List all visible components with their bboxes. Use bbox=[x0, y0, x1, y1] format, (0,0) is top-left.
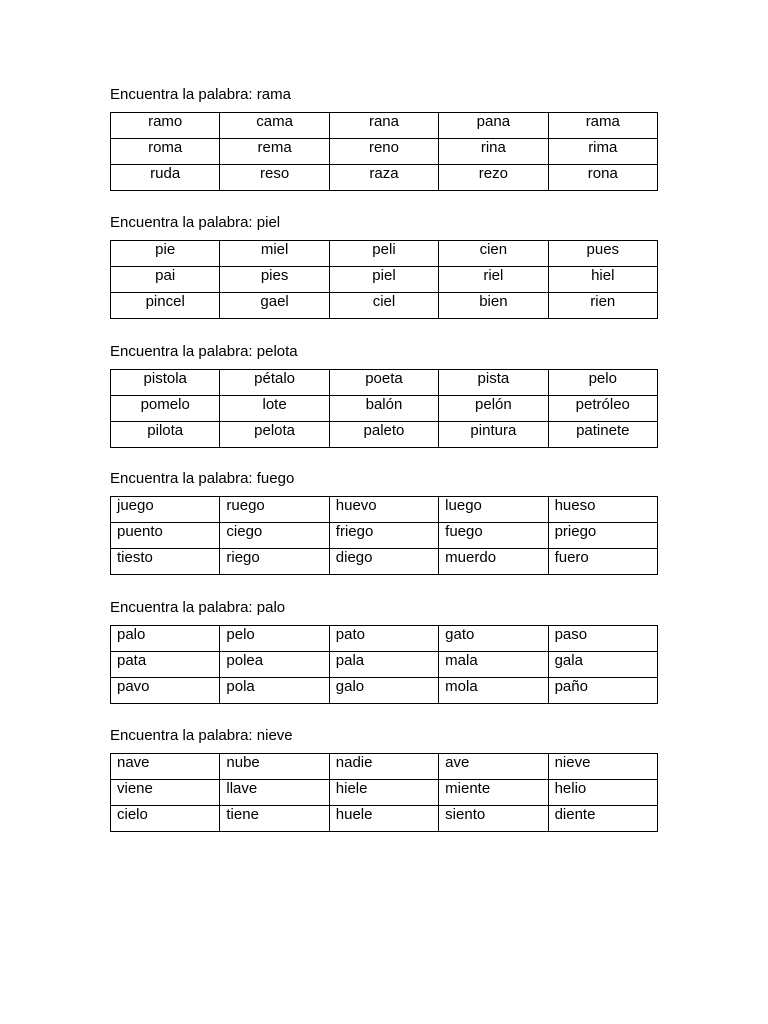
word-grid bbox=[110, 369, 658, 448]
word-cell: ciego bbox=[220, 523, 329, 549]
word-cell: nube bbox=[220, 754, 329, 780]
word-cell: paño bbox=[548, 678, 657, 704]
word-cell: helio bbox=[548, 780, 657, 806]
word-cell: hiel bbox=[548, 267, 657, 293]
word-cell: pato bbox=[329, 626, 438, 652]
word-cell: rama bbox=[548, 113, 657, 139]
word-cell: nieve bbox=[548, 754, 657, 780]
word-cell: pelota bbox=[220, 422, 329, 448]
word-cell: paleto bbox=[329, 422, 438, 448]
word-cell: muerdo bbox=[439, 549, 548, 575]
grid-row bbox=[111, 780, 658, 806]
word-grid bbox=[110, 112, 658, 191]
word-cell: gael bbox=[220, 293, 329, 319]
word-cell: viene bbox=[111, 780, 220, 806]
word-cell: reso bbox=[220, 165, 329, 191]
word-cell: riel bbox=[439, 267, 548, 293]
grid-row bbox=[111, 806, 658, 832]
word-cell: ciel bbox=[329, 293, 438, 319]
word-cell: galo bbox=[329, 678, 438, 704]
word-cell: nave bbox=[111, 754, 220, 780]
word-cell: balón bbox=[329, 396, 438, 422]
word-cell: pana bbox=[439, 113, 548, 139]
word-cell: pies bbox=[220, 267, 329, 293]
word-cell: polea bbox=[220, 652, 329, 678]
word-cell: gala bbox=[548, 652, 657, 678]
word-cell: tiesto bbox=[111, 549, 220, 575]
word-cell: patinete bbox=[548, 422, 657, 448]
grid-row bbox=[111, 139, 658, 165]
word-cell: paso bbox=[548, 626, 657, 652]
word-cell: cien bbox=[439, 241, 548, 267]
word-cell: rima bbox=[548, 139, 657, 165]
word-cell: pelo bbox=[548, 370, 657, 396]
grid-row bbox=[111, 652, 658, 678]
word-cell: pintura bbox=[439, 422, 548, 448]
section-title: Encuentra la palabra: piel bbox=[110, 214, 281, 231]
word-cell: pata bbox=[111, 652, 220, 678]
grid-row bbox=[111, 113, 658, 139]
word-cell: pistola bbox=[111, 370, 220, 396]
word-cell: raza bbox=[329, 165, 438, 191]
section-title: Encuentra la palabra: nieve bbox=[110, 727, 293, 744]
word-cell: rana bbox=[329, 113, 438, 139]
grid-row bbox=[111, 626, 658, 652]
word-cell: ruda bbox=[111, 165, 220, 191]
word-cell: pai bbox=[111, 267, 220, 293]
word-cell: bien bbox=[439, 293, 548, 319]
word-cell: peli bbox=[329, 241, 438, 267]
grid-row bbox=[111, 678, 658, 704]
grid-row bbox=[111, 267, 658, 293]
grid-row bbox=[111, 523, 658, 549]
word-cell: miel bbox=[220, 241, 329, 267]
word-cell: priego bbox=[548, 523, 657, 549]
word-cell: rien bbox=[548, 293, 657, 319]
word-cell: mola bbox=[439, 678, 548, 704]
word-cell: rina bbox=[439, 139, 548, 165]
word-cell: puento bbox=[111, 523, 220, 549]
word-cell: cama bbox=[220, 113, 329, 139]
section-title: Encuentra la palabra: rama bbox=[110, 86, 291, 103]
word-cell: hueso bbox=[548, 497, 657, 523]
word-cell: miente bbox=[439, 780, 548, 806]
section-title: Encuentra la palabra: pelota bbox=[110, 343, 298, 360]
word-cell: ruego bbox=[220, 497, 329, 523]
word-cell: lote bbox=[220, 396, 329, 422]
word-cell: ramo bbox=[111, 113, 220, 139]
word-cell: rona bbox=[548, 165, 657, 191]
word-cell: cielo bbox=[111, 806, 220, 832]
word-cell: petróleo bbox=[548, 396, 657, 422]
grid-row bbox=[111, 165, 658, 191]
word-cell: friego bbox=[329, 523, 438, 549]
grid-row bbox=[111, 754, 658, 780]
word-cell: pelo bbox=[220, 626, 329, 652]
word-cell: pincel bbox=[111, 293, 220, 319]
section-title: Encuentra la palabra: fuego bbox=[110, 470, 295, 487]
word-cell: pétalo bbox=[220, 370, 329, 396]
word-cell: huele bbox=[329, 806, 438, 832]
grid-row bbox=[111, 497, 658, 523]
word-cell: pavo bbox=[111, 678, 220, 704]
word-cell: rema bbox=[220, 139, 329, 165]
word-cell: fuego bbox=[439, 523, 548, 549]
word-cell: palo bbox=[111, 626, 220, 652]
word-cell: diego bbox=[329, 549, 438, 575]
word-cell: rezo bbox=[439, 165, 548, 191]
word-cell: luego bbox=[439, 497, 548, 523]
grid-row bbox=[111, 370, 658, 396]
word-cell: pelón bbox=[439, 396, 548, 422]
section-title: Encuentra la palabra: palo bbox=[110, 599, 286, 616]
grid-row bbox=[111, 549, 658, 575]
word-cell: pomelo bbox=[111, 396, 220, 422]
word-cell: diente bbox=[548, 806, 657, 832]
word-grid bbox=[110, 240, 658, 319]
word-cell: hiele bbox=[329, 780, 438, 806]
grid-row bbox=[111, 422, 658, 448]
word-cell: pues bbox=[548, 241, 657, 267]
word-cell: nadie bbox=[329, 754, 438, 780]
word-cell: tiene bbox=[220, 806, 329, 832]
word-cell: siento bbox=[439, 806, 548, 832]
word-cell: riego bbox=[220, 549, 329, 575]
word-cell: reno bbox=[329, 139, 438, 165]
word-cell: poeta bbox=[329, 370, 438, 396]
grid-row bbox=[111, 241, 658, 267]
word-cell: fuero bbox=[548, 549, 657, 575]
word-grid bbox=[110, 496, 658, 575]
word-cell: pala bbox=[329, 652, 438, 678]
word-cell: pie bbox=[111, 241, 220, 267]
word-cell: roma bbox=[111, 139, 220, 165]
grid-row bbox=[111, 293, 658, 319]
word-cell: pista bbox=[439, 370, 548, 396]
word-grid bbox=[110, 625, 658, 704]
word-cell: juego bbox=[111, 497, 220, 523]
word-cell: mala bbox=[439, 652, 548, 678]
word-cell: pola bbox=[220, 678, 329, 704]
word-cell: pilota bbox=[111, 422, 220, 448]
word-cell: piel bbox=[329, 267, 438, 293]
word-grid bbox=[110, 753, 658, 832]
word-cell: huevo bbox=[329, 497, 438, 523]
word-cell: gato bbox=[439, 626, 548, 652]
word-cell: ave bbox=[439, 754, 548, 780]
grid-row bbox=[111, 396, 658, 422]
word-cell: llave bbox=[220, 780, 329, 806]
